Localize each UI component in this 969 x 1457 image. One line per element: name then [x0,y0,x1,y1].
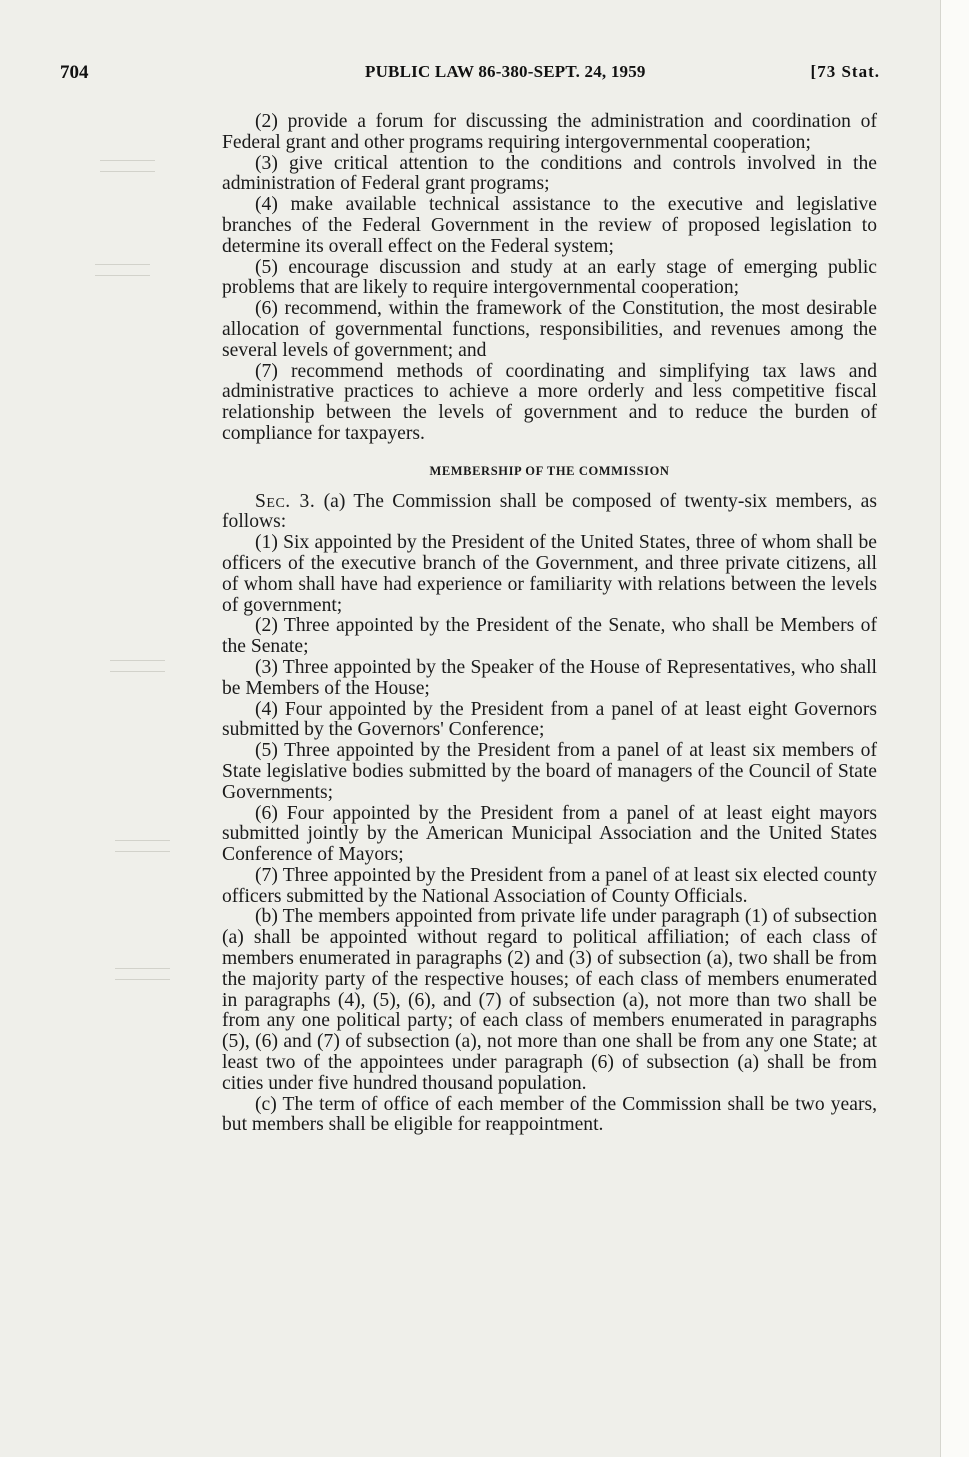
law-text [222,112,877,1136]
paragraph-3: (3) give critical attention to the conditions and controls involved in the administration of Federal grant programs; [222,152,877,195]
statute-reference: [73 Stat. [810,62,880,81]
bleed-through-margin-note [115,840,170,852]
paragraph-2: (2) provide a forum for discussing the administration and coordination of Federal grant and other programs requiring intergovernmental cooperation; [222,111,877,153]
section-3-intro-text: (a) The Commission shall be composed of twenty-six members, as follows: [222,490,877,533]
paragraph-4: (4) make available technical assistance to the executive and legislative branches of the Federal Government in the review of proposed legislation to determine its overall effect on the Federal system; [222,194,877,257]
subsection-c: (c) The term of office of each member of the Commission shall be two years, but members shall be eligible for reappointment. [222,1093,877,1136]
subsection-b: (b) The members appointed from private life under paragraph (1) of subsection (a) shall be appointed without regard to political affiliation; of each class of members enumerated in paragraphs (2) and (3) of subsection (a), two shall be from the majority party of the respective houses; of each class of members enumerated in paragraphs (4), (5), (6), and (7) of subsection (a), not more than two shall be from any one political party; of each class of members enumerated in paragraphs (5), (6) and (7) of subsection (a), not more than one shall be from any one State; at least two of the appointees under paragraph (6) of subsection (a) shall be from cities under five hundred thousand population. [222,906,877,1094]
bleed-through-margin-note [110,660,165,672]
page-header [60,62,880,86]
paragraph-5: (5) encourage discussion and study at an early stage of emerging public problems that are likely to require intergovernmental cooperation; [222,256,877,299]
paragraph-6: (6) recommend, within the framework of the Constitution, the most desirable allocation of governmental functions, responsibilities, and revenues among the several levels of government; and [222,298,877,361]
paragraph-7: (7) recommend methods of coordinating and simplifying tax laws and administrative practices to achieve a more orderly and less competitive fiscal relationship between the levels of government and to reduce the burden of compliance for taxpayers. [222,360,877,444]
member-clause-2: (2) Three appointed by the President of the Senate, who shall be Members of the Senate; [222,615,877,658]
member-clause-3: (3) Three appointed by the Speaker of the House of Representatives, who shall be Members of the House; [222,656,877,699]
page-number: 704 [60,62,89,83]
running-head: PUBLIC LAW 86-380-SEPT. 24, 1959 [365,62,646,81]
member-clause-5: (5) Three appointed by the President from a panel of at least six members of State legislative bodies submitted by the board of managers of the Council of State Governments; [222,740,877,803]
section-heading: MEMBERSHIP OF THE COMMISSION [429,463,670,478]
page-edge [940,0,969,1457]
member-clause-7: (7) Three appointed by the President from a panel of at least six elected county officers submitted by the National Association of County Officials. [222,864,877,907]
bleed-through-margin-note [115,968,170,980]
bleed-through-margin-note [95,264,150,276]
bleed-through-margin-note [100,160,155,172]
member-clause-4: (4) Four appointed by the President from a panel of at least eight Governors submitted by the Governors' Conference; [222,698,877,741]
section-label: Sec. 3. [255,490,316,512]
member-clause-1: (1) Six appointed by the President of the United States, three of whom shall be officers of the executive branch of the Government, and three private citizens, all of whom shall have had experience or familiarity with relations between the levels of government; [222,532,877,616]
section-3-intro [222,492,877,534]
member-clause-6: (6) Four appointed by the President from a panel of at least eight mayors submitted jointly by the American Municipal Association and the United States Conference of Mayors; [222,802,877,866]
